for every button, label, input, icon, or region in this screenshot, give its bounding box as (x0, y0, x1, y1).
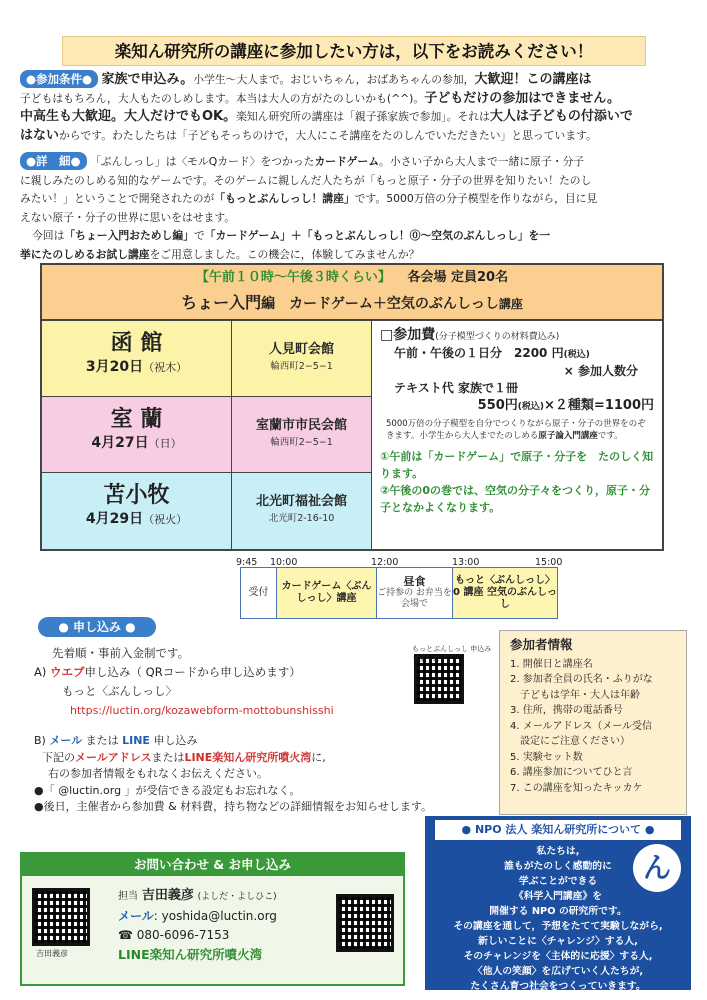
city-name: 室 蘭 (110, 407, 163, 432)
npo-text: 私たちは, (536, 846, 580, 857)
schedule-point: ①午前は「カードゲーム」で原子・分子を たのしく知ります。 (380, 450, 654, 481)
schedule-point: ②午後の0の巻では、空気の分子々をつくり，原子・分子となかよくなります。 (380, 484, 650, 515)
fee-desc: です。 (597, 431, 623, 442)
details-text: で (193, 229, 205, 242)
event-date: 3月20日 (85, 359, 144, 375)
venue-cell (232, 397, 372, 473)
phone-number[interactable]: ☎ 080-6096-7153 (118, 928, 230, 942)
schedule-title: 講座 (498, 296, 523, 311)
participant-info-title: 参加者情報 (510, 637, 573, 652)
lunch-note: ご持参の お弁当を 会場で (377, 588, 452, 609)
venue-name: 人見町会館 (268, 342, 334, 357)
npo-text: 開催する NPO の研究所です。 (489, 906, 627, 917)
venue-cell (232, 321, 372, 397)
details-text: みたい！」ということで開発されたのが (20, 192, 215, 205)
timeline-box (240, 567, 558, 619)
timeline-morning: カードゲーム〈ぶんしっし〉講座 (277, 568, 377, 618)
info-item: 3. 住所，携帯の電話番号 (510, 705, 623, 716)
mail-label: メール (118, 909, 154, 923)
time-mark: 13:00 (452, 557, 480, 568)
apply-text: または (151, 750, 185, 764)
details-text: 「ちょー入門おためし編」 (64, 229, 194, 242)
venue-address: 輪西町2−5−1 (270, 436, 333, 448)
npo-box (425, 816, 691, 990)
details-text: 「ぶんしっし」は〈モルQカード〉をつかった (90, 155, 315, 168)
venue-address: 北光町2-16-10 (268, 512, 335, 524)
details-text: をご用意しました。この機会に，体験してみませんか？ (149, 247, 420, 261)
conditions-text: 大人は子どもの付添いで (489, 109, 633, 124)
conditions-text: 子どもだけの参加はできません。 (424, 90, 620, 106)
npo-text: その講座を通して，予想をたてて実験しながら, (453, 921, 663, 932)
schedule-title: ちょー入門 (181, 292, 262, 312)
apply-text: 右の参加者情報をもれなくお伝えください。 (48, 767, 268, 780)
info-item: 4. メールアドレス（メール受信 (510, 720, 653, 732)
person-label: 担当 (118, 891, 138, 902)
event-day: （祝木） (143, 361, 188, 374)
info-item: 5. 実験セット数 (510, 751, 583, 763)
schedule-title: 編 カードゲーム＋空気のぶんしっし (261, 295, 499, 312)
person-name: 吉田義彦 (141, 888, 194, 903)
apply-text: に, (311, 750, 326, 764)
info-item: 6. 講座参加についてひと言 (510, 767, 633, 778)
details-tag: ●詳 細● (20, 152, 87, 170)
details-text: に親しみたのしめる知的なゲームです。そのゲームに親しんだ人たちが「もっと原子・分子の世界を知りたい！たのし (20, 173, 592, 187)
conditions-text: はない (20, 127, 60, 143)
person-kana: (よしだ・よしひこ) (197, 892, 277, 902)
apply-url[interactable]: https://luctin.org/kozawebform-mottobunshisshi (70, 704, 334, 717)
conditions-text: 中高生も大歓迎。大人だけでもOK。 (20, 109, 237, 124)
npo-text: 学ぶことができる (518, 876, 598, 887)
timeline-afternoon: もっと〈ぶんしっし〉0 講座 空気のぶんしっし (453, 568, 557, 618)
apply-tag: ● 申し込み ● (38, 617, 156, 637)
line-account[interactable]: LINE楽知ん研究所噴火湾 (118, 947, 263, 962)
info-item: 7. この講座を知ったキッカケ (510, 782, 643, 794)
fee-note: (分子模型づくりの材料費込み) (435, 332, 560, 342)
time-mark: 10:00 (270, 557, 298, 568)
conditions-text: 小学生〜大人まで。おじいちゃん，おばあちゃんの参加， (193, 73, 475, 86)
venue-row-muroran (42, 397, 232, 473)
contact-title: お問い合わせ & お申し込み (22, 854, 403, 876)
details-section (20, 152, 686, 264)
text-price: ×２種類=1100円 (544, 398, 654, 414)
mail-label: メール (49, 734, 83, 747)
apply-note: ●「 @luctin.org 」が受信できる設定もお忘れなく。 (34, 783, 301, 797)
contact-box (20, 852, 405, 986)
npo-title: ● NPO 法人 楽知ん研究所について ● (435, 820, 681, 840)
option-label: A) (34, 665, 47, 679)
schedule-header (42, 265, 662, 321)
details-text: 「もっとぶんしっし！講座」 (214, 192, 355, 205)
line-account-label: LINE楽知ん研究所噴火湾 (184, 750, 312, 764)
text-price: 550円 (477, 398, 518, 414)
venue-name: 室蘭市市民会館 (255, 418, 347, 433)
info-item: 設定にご注意ください） (510, 736, 630, 747)
mail-address-label: メールアドレス (75, 750, 152, 764)
conditions-tag: ●参加条件● (20, 70, 98, 88)
option-label: B) (34, 734, 46, 747)
conditions-text: 家族で申込み。 (101, 72, 194, 87)
fee-desc: 原子論入門講座 (538, 431, 598, 442)
fee-tax: (税込) (563, 350, 590, 361)
text-fee: テキスト代 家族で１冊 (394, 381, 518, 396)
venue-row-hakodate (42, 321, 232, 397)
web-label: ウエブ (50, 665, 85, 679)
fee-title: □参加費 (380, 327, 436, 343)
apply-text: 申し込み（ QRコードから申し込めます） (84, 665, 301, 679)
conditions-text: 子どもはもちろん，大人もたのしめします。本当は大人の方がたのしいかも(^^)。 (20, 91, 425, 105)
details-text: 挙にたのしめるお試し講座 (20, 247, 150, 261)
fee-panel (372, 321, 662, 549)
conditions-section (20, 70, 686, 145)
schedule-table (40, 263, 664, 551)
qr-code-line[interactable] (336, 894, 394, 952)
npo-text: 〈他人の笑顔〉を広げていく人たちが, (472, 966, 644, 977)
luctin-logo-icon: ん (633, 844, 681, 892)
time-mark: 9:45 (236, 557, 258, 568)
event-date: 4月29日 (85, 511, 144, 527)
timeline-lunch (377, 568, 453, 618)
venue-address: 輪西町2−5−1 (270, 360, 333, 372)
event-day: （日） (148, 437, 182, 450)
qr-code-mail[interactable] (32, 888, 90, 946)
lunch-label: 昼食 (403, 575, 426, 588)
time-mark: 12:00 (371, 557, 399, 568)
apply-text: または (85, 734, 119, 747)
apply-lead: 先着順・事前入金制です。 (52, 646, 190, 660)
npo-text: たくさん育つ社会をつくっていきます。 (470, 981, 646, 992)
details-text: 。小さい子から大人まで一緒に原子・分子 (379, 155, 585, 168)
apply-section (34, 644, 408, 720)
fee-line: 午前・午後の１日分 2200 円 (394, 346, 564, 361)
city-name: 函 館 (110, 331, 163, 356)
conditions-text: 大歓迎！この講座は (474, 72, 592, 87)
info-item: 2. 参加者全員の氏名・ふりがな (510, 674, 653, 685)
city-name: 苫小牧 (103, 483, 170, 508)
info-item: 1. 開催日と講座名 (510, 658, 593, 670)
apply-b-section (34, 733, 494, 816)
schedule-capacity: 各会場 定員20名 (407, 270, 509, 285)
conditions-text: からです。わたしたちは「子どもそっちのけで，大人にこそ講座をたのしんでいただきたい」と思っています。 (59, 128, 597, 142)
npo-text: 《科学入門講座》を (513, 891, 603, 902)
line-label: LINE (122, 734, 150, 747)
apply-text: 下記の (42, 750, 75, 764)
venue-name: 北光町福祉会館 (255, 494, 347, 509)
mail-address[interactable]: : yoshida@luctin.org (153, 909, 277, 923)
text-price-tax: (税込) (517, 402, 545, 413)
details-text: カードゲーム (314, 155, 380, 168)
venue-cell (232, 473, 372, 549)
fee-line: × 参加人数分 (563, 363, 638, 378)
details-text: 今回は (32, 229, 65, 242)
time-mark: 15:00 (535, 557, 563, 568)
npo-text: 新しいことに〈チャレンジ〉する人, (478, 936, 638, 947)
fee-desc: 5000万倍の分子模型を自分でつくりながら原子・分子の世界をのぞきます。小学生から大人までたのしめる (386, 419, 646, 442)
qr-caption: 吉田義彦 (36, 949, 68, 958)
participant-info (499, 630, 687, 815)
details-text: です。5000万倍の分子模型を作りながら，目に見 (354, 192, 598, 205)
qr-caption: もっとぶんしっし 申込みフォーム (412, 645, 492, 664)
info-item: 子どもは学年・大人は年齢 (510, 689, 640, 701)
apply-text: 申し込み (153, 734, 198, 747)
apply-note: ●後日，主催者から参加費 & 材料費，持ち物などの詳細情報をお知らせします。 (34, 800, 432, 813)
npo-text: 誰もがたのしく感動的に (504, 861, 612, 872)
venue-row-tomakomai (42, 473, 232, 549)
conditions-text: 楽知ん研究所の講座は「親子孫家族で参加」。それは (236, 110, 490, 123)
timeline-reception: 受付 (241, 568, 277, 618)
event-day: （祝火） (143, 513, 188, 526)
schedule-time: 【午前１０時〜午後３時くらい】 (195, 270, 391, 285)
details-text: を一 (528, 229, 551, 242)
npo-text: そのチャレンジを〈主体的に応援〉する人, (463, 951, 653, 962)
event-date: 4月27日 (91, 435, 149, 451)
details-text: えない原子・分子の世界に思いをはせます。 (20, 210, 236, 224)
details-text: 「カードゲーム」＋「もっとぶんしっし！⓪〜空気のぶんしっし」 (204, 229, 529, 242)
page-banner: 楽知ん研究所の講座に参加したい方は，以下をお読みください！ (62, 36, 646, 66)
apply-text: もっと〈ぶんしっし〉 (62, 684, 177, 698)
